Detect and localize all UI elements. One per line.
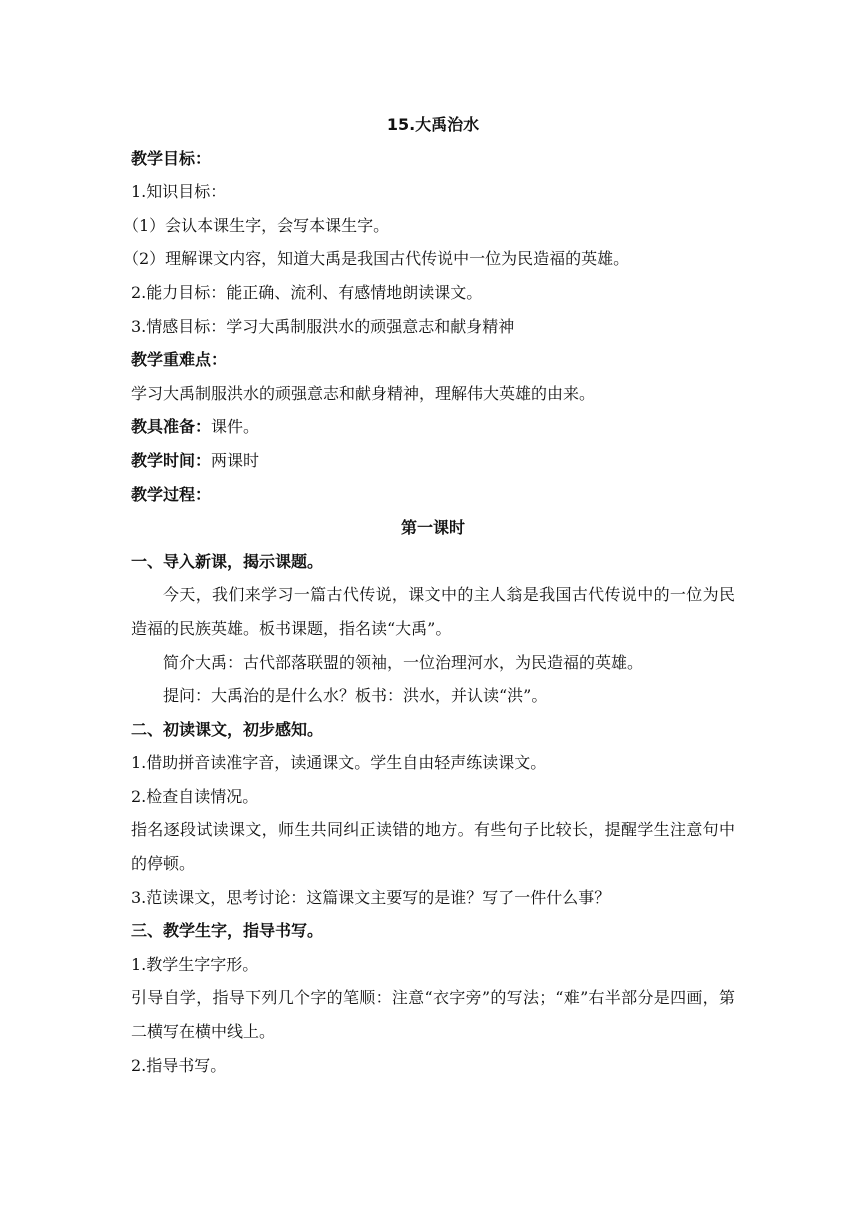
key-points-text: 学习大禹制服洪水的顽强意志和献身精神，理解伟大英雄的由来。 xyxy=(131,383,596,403)
goals-heading: 教学目标： xyxy=(131,148,212,168)
teaching-time xyxy=(131,444,735,478)
section-1-paragraph-2: 简介大禹：古代部落联盟的领袖，一位治理河水，为民造福的英雄。 xyxy=(163,652,644,672)
key-points-heading: 教学重难点： xyxy=(131,350,228,370)
process-heading: 教学过程： xyxy=(131,484,212,504)
teaching-time-value: 两课时 xyxy=(211,450,260,470)
section-2-item-2: 2.检查自读情况。 xyxy=(131,786,259,806)
section-3-heading: 三、教学生字，指导书写。 xyxy=(131,921,324,941)
section-2-item-1: 1.借助拼音读准字音，读通课文。学生自由轻声练读课文。 xyxy=(131,753,547,773)
goal-knowledge-1: （1）会认本课生字，会写本课生字。 xyxy=(123,215,390,235)
section-2-heading: 二、初读课文，初步感知。 xyxy=(131,719,324,739)
period-title: 第一课时 xyxy=(400,518,465,538)
teaching-time-label: 教学时间： xyxy=(131,450,212,470)
section-2-item-2-text: 指名逐段试读课文，师生共同纠正读错的地方。有些句子比较长，提醒学生注意句中的停顿。 xyxy=(131,820,735,874)
goal-ability: 2.能力目标：能正确、流利、有感情地朗读课文。 xyxy=(131,282,483,302)
lesson-title: 15.大禹治水 xyxy=(386,115,480,134)
teaching-aids-value: 课件。 xyxy=(211,417,260,437)
section-1-heading: 一、导入新课，揭示课题。 xyxy=(131,551,324,571)
section-2-item-3: 3.范读课文，思考讨论：这篇课文主要写的是谁？写了一件什么事？ xyxy=(131,887,611,907)
section-1-paragraph-1: 今天，我们来学习一篇古代传说，课文中的主人翁是我国古代传说中的一位为民造福的民族英雄。板书课题，指名读“大禹”。 xyxy=(131,585,735,638)
teaching-aids-label: 教具准备： xyxy=(131,417,212,437)
document-page xyxy=(123,108,735,1082)
section-3-item-1: 1.教学生字字形。 xyxy=(131,954,259,974)
goal-emotion: 3.情感目标：学习大禹制服洪水的顽强意志和献身精神 xyxy=(131,316,515,336)
section-3-item-1-text: 引导自学，指导下列几个字的笔顺：注意“衣字旁”的写法；“难”右半部分是四画，第二横写在横中线上。 xyxy=(131,988,735,1042)
section-1-paragraph-3: 提问：大禹治的是什么水？板书：洪水，并认读“洪”。 xyxy=(163,686,548,706)
goal-knowledge: 1.知识目标： xyxy=(131,182,227,202)
teaching-aids xyxy=(131,410,735,444)
section-3-item-2: 2.指导书写。 xyxy=(131,1055,227,1075)
goal-knowledge-2: （2）理解课文内容，知道大禹是我国古代传说中一位为民造福的英雄。 xyxy=(123,249,630,269)
